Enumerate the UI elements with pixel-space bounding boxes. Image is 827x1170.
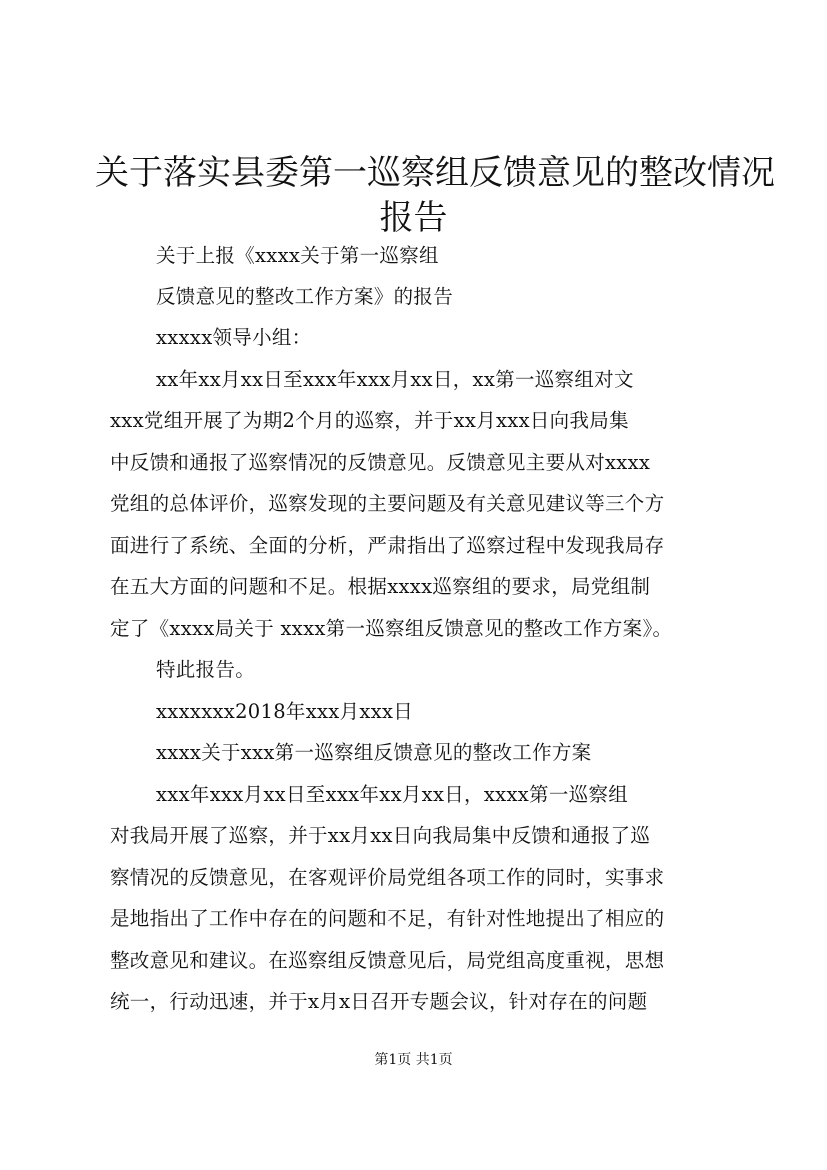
body-line: xxx党组开展了为期2个月的巡察，并于xx月xxx日向我局集 [110, 409, 629, 432]
document-title-line-2: 报告 [379, 198, 448, 238]
body-line: 在五大方面的问题和不足。根据xxxx巡察组的要求，局党组制 [110, 575, 651, 598]
body-line: 整改意见和建议。在巡察组反馈意见后，局党组高度重视，思想 [110, 949, 665, 972]
body-line: xxx年xxx月xx日至xxx年xx月xx日，xxxx第一巡察组 [156, 783, 629, 806]
body-line: 是地指出了工作中存在的问题和不足，有针对性地提出了相应的 [110, 907, 665, 930]
body-line: 中反馈和通报了巡察情况的反馈意见。反馈意见主要从对xxxx [110, 451, 651, 474]
page-number-footer: 第1页 共1页 [374, 1052, 453, 1068]
body-line: 关于上报《xxxx关于第一巡察组 [156, 244, 439, 267]
body-line: xx年xx月xx日至xxx年xxx月xx日，xx第一巡察组对文 [156, 368, 634, 391]
body-line: 面进行了系统、全面的分析，严肃指出了巡察过程中发现我局存 [110, 534, 665, 557]
body-line: 党组的总体评价，巡察发现的主要问题及有关意见建议等三个方 [110, 492, 665, 515]
body-line: 定了《xxxx局关于 xxxx第一巡察组反馈意见的整改工作方案》。 [110, 617, 673, 640]
body-line: 对我局开展了巡察，并于xx月xx日向我局集中反馈和通报了巡 [110, 824, 651, 847]
body-line: 统一，行动迅速，并于x月x日召开专题会议，针对存在的问题 [110, 990, 648, 1013]
section-heading: xxxx关于xxx第一巡察组反馈意见的整改工作方案 [156, 741, 592, 764]
salutation-line: xxxxx领导小组： [156, 326, 312, 349]
body-line: 察情况的反馈意见，在客观评价局党组各项工作的同时，实事求 [110, 866, 665, 889]
closing-line: 特此报告。 [156, 658, 256, 681]
date-line: xxxxxxx2018年xxx月xxx日 [156, 700, 414, 723]
document-title-line-1: 关于落实县委第一巡察组反馈意见的整改情况 [95, 153, 775, 193]
body-line: 反馈意见的整改工作方案》的报告 [156, 285, 454, 308]
